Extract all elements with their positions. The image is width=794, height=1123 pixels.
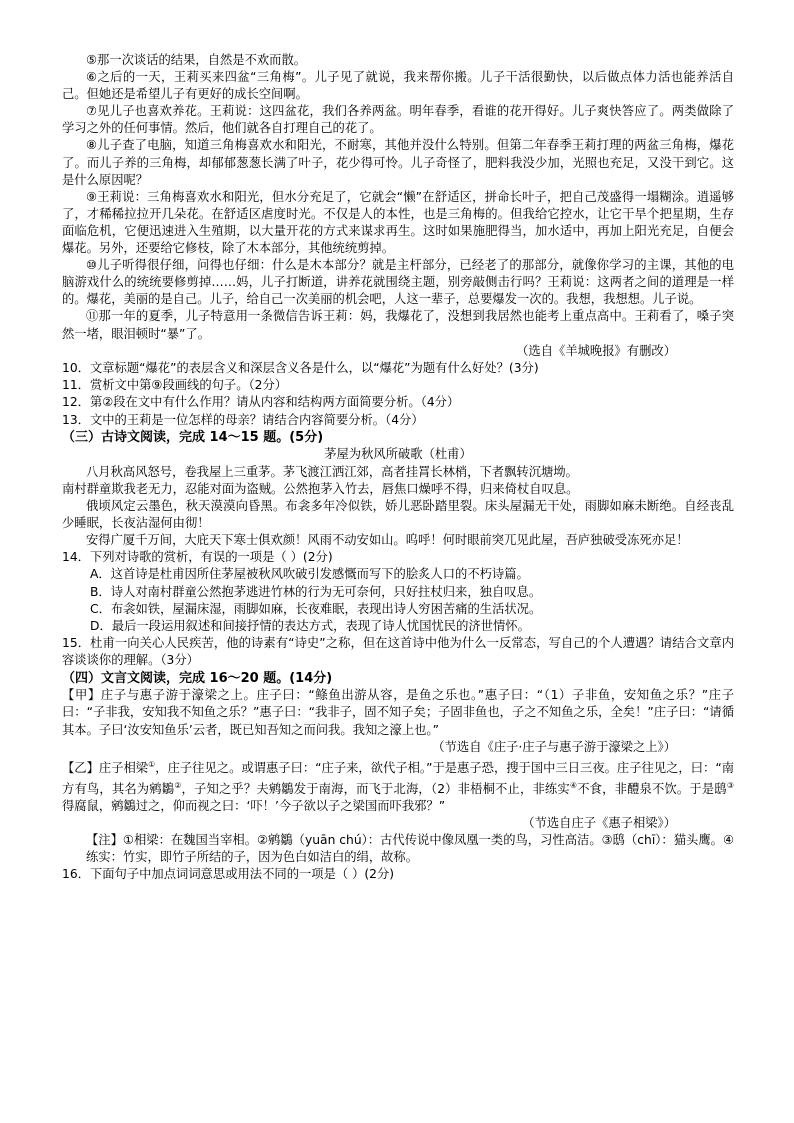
question-10: 10．文章标题“爆花”的表层含义和深层含义各是什么，以“爆花”为题有什么好处？(3分) xyxy=(62,360,539,375)
section-heading-4: （四）文言文阅读，完成 16～20 题。(14分) xyxy=(62,670,333,686)
passage-notes: 【注】①相梁：在魏国当宰相。②鹓鶵（yuān chú）：古代传说中像凤凰一类的鸟，习性高洁。③鸱（chī）：猫头鹰。④练实：竹实，即竹子所结的子，因为色白如洁白的绢，故称。 xyxy=(86,833,734,865)
passage-yi: 【乙】庄子相梁①，庄子往见之。或谓惠子曰：“庄子来，欲代子相。”于是惠子恐，搜于国中三日三夜。庄子往见之，曰：“南方有鸟，其名为鹓鶵②，子知之乎？夫鹓鶵发于南海，而飞于北海，（2）非梧桐不止，非练实④不食，非醴泉不饮。于是鸱③得腐鼠，鹓鶵过之，仰而视之曰：‘吓！’今子欲以子之梁国而吓我邪？” xyxy=(62,759,734,814)
section-heading-3: （三）古诗文阅读，完成 14～15 题。(5分) xyxy=(62,429,324,445)
option-14-b: B．诗人对南村群童公然抱茅逃进竹林的行为无可奈何，只好拄杖归来，独自叹息。 xyxy=(90,584,542,599)
question-15: 15．杜甫一向关心人民疾苦，他的诗素有“诗史”之称，但在这首诗中他为什么一反常态，写自己的个人遭遇？请结合文章内容谈谈你的理解。（3分） xyxy=(62,636,734,668)
body-paragraph-6: ⑥之后的一天，王莉买来四盆“三角梅”。儿子见了就说，我来帮你搬。儿子干活很勤快，以后做点体力活也能养活自己。但她还是希望儿子有更好的成长空间啊。 xyxy=(62,70,734,102)
article-source: （选自《羊城晚报》有删改） xyxy=(516,343,676,358)
question-14: 14．下列对诗歌的赏析，有误的一项是（ ）(2分) xyxy=(62,550,333,565)
body-paragraph-7: ⑦见儿子也喜欢养花。王莉说：这四盆花，我们各养两盆。明年春季，看谁的花开得好。儿子爽快答应了。两类做除了学习之外的任何事情。然后，他们就各自打理自己的花了。 xyxy=(62,104,734,136)
question-11: 11．赏析文中第⑨段画线的句子。（2分） xyxy=(62,377,288,392)
poem-line-1: 八月秋高风怒号，卷我屋上三重茅。茅飞渡江洒江郊，高者挂罥长林梢，下者飘转沉塘坳。 xyxy=(86,464,578,479)
passage-yi-source: （节选自庄子《惠子相梁》） xyxy=(522,816,676,831)
body-paragraph-5: ⑤那一次谈话的结果，自然是不欢而散。 xyxy=(86,53,307,67)
body-paragraph-11: ⑪那一年的夏季，儿子特意用一条微信告诉王莉：妈，我爆花了，没想到我居然也能考上重点高中。王莉看了，嗓子突然一堵，眼泪顿时“暴”了。 xyxy=(62,309,734,341)
passage-jia-source: （节选自《庄子·庄子与惠子游于濠梁之上》） xyxy=(432,739,676,754)
body-paragraph-10: ⑩儿子听得很仔细，问得也仔细：什么是木本部分？就是主杆部分，已经老了的那部分，就像你学习的主课，其他的电脑游戏什么的统统要修剪掉……妈，儿子打断道，讲养花就围绕主题，别旁敲侧击行吗？王莉说：这两者之间的道理是一样的。爆花，美丽的是自己。儿子，给自己一次美丽的机会吧，人这一辈子，总要爆发一次的。我想，我想想。儿子说。 xyxy=(62,258,734,307)
question-12: 12．第②段在文中有什么作用？请从内容和结构两方面简要分析。（4分） xyxy=(62,395,460,410)
body-paragraph-9: ⑨王莉说：三角梅喜欢水和阳光，但水分充足了，它就会“懒”在舒适区，拼命长叶子，把自己茂盛得一塌糊涂。逍遥够了，才稀稀拉拉开几朵花。在舒适区虐度时光。不仅是人的本性，也是三角梅的。但我给它控水，让它干旱个把星期，生存面临危机，它便迅速进入生殖期，以大量开花的方式来谋求再生。这时如果施肥得当，加水适中，再加上阳光充足，自便会爆花。另外，还要给它修枝，除了木本部分，其他统统剪掉。 xyxy=(62,189,734,256)
option-14-d: D．最后一段运用叙述和间接抒情的表达方式，表现了诗人忧国忧民的济世情怀。 xyxy=(90,618,530,633)
option-14-c: C．布衾如铁，屋漏床湿，雨脚如麻，长夜难眠，表现出诗人穷困苦痛的生活状况。 xyxy=(90,601,542,616)
body-paragraph-8: ⑧儿子查了电脑，知道三角梅喜欢水和阳光，不耐寒，其他并没什么特别。但第二年春季王莉打理的两盆三角梅，爆花了。而儿子养的三角梅，却郁郁葱葱长满了叶子，花少得可怜。儿子奇怪了，肥料我没少加，光照也充足，又没干到它。这是什么原因呢？ xyxy=(62,138,734,187)
poem-line-2: 南村群童欺我老无力，忍能对面为盗贼。公然抱茅入竹去，唇焦口燥呼不得，归来倚杖自叹息。 xyxy=(62,481,579,496)
passage-jia: 【甲】庄子与惠子游于濠梁之上。庄子曰：“鲦鱼出游从容，是鱼之乐也。”惠子曰：“（1）子非鱼，安知鱼之乐？”庄子曰：“子非我，安知我不知鱼之乐？”惠子曰：“我非子，固不知子矣；子固非鱼也，子之不知鱼之乐，全矣！”庄子曰：“请循其本。子曰‘汝安知鱼乐’云者，既已知吾知之而问我。我知之濠上也。” xyxy=(62,688,734,737)
poem-title: 茅屋为秋风所破歌（杜甫） xyxy=(324,447,472,462)
poem-line-4: 安得广厦千万间，大庇天下寒士俱欢颜！风雨不动安如山。呜呼！何时眼前突兀见此屋，吾庐独破受冻死亦足！ xyxy=(86,532,689,547)
option-14-a: A．这首诗是杜甫因所住茅屋被秋风吹破引发感慨而写下的脍炙人口的不朽诗篇。 xyxy=(90,567,529,582)
question-13: 13．文中的王莉是一位怎样的母亲？请结合内容简要分析。（4分） xyxy=(62,412,424,427)
question-16: 16．下面句子中加点词词意思或用法不同的一项是（ ）(2分) xyxy=(62,867,395,882)
poem-line-3: 俄顷风定云墨色，秋天漠漠向昏黑。布衾多年冷似铁，娇儿恶卧踏里裂。床头屋漏无干处，雨脚如麻未断绝。自经丧乱少睡眠，长夜沾湿何由彻！ xyxy=(62,498,734,530)
